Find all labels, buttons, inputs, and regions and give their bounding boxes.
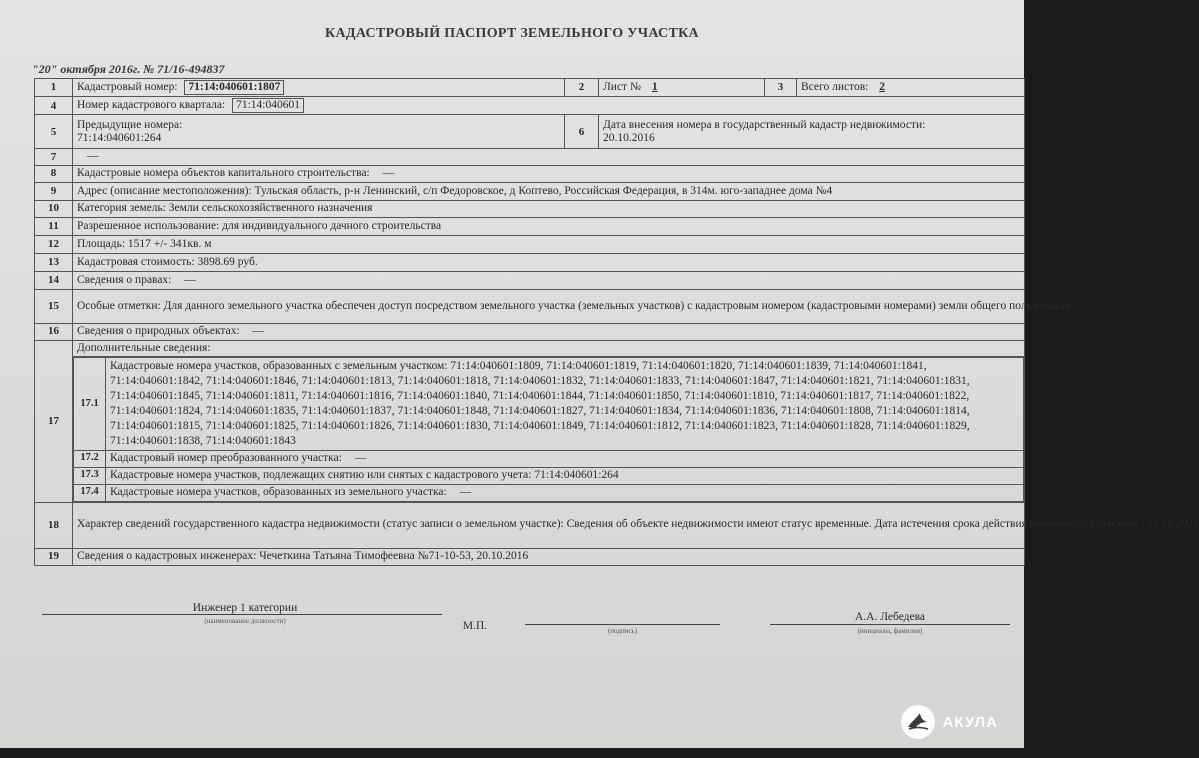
capital-objects-cell: [73, 165, 1025, 182]
cadastral-number-label: Кадастровый номер:: [77, 81, 178, 93]
subrow-17-1: [74, 357, 1024, 450]
total-sheets-value: 2: [879, 81, 885, 93]
row-number: 2: [565, 79, 599, 97]
quarter-number-value: 71:14:040601: [232, 98, 304, 113]
subrow-17-3: [74, 467, 1024, 484]
signature-caption: (подпись): [607, 627, 638, 635]
total-sheets-cell: [797, 79, 1025, 97]
cadastral-number-cell: [73, 79, 565, 97]
rights-label: Сведения о правах:: [77, 273, 172, 286]
row-14: [35, 271, 1025, 289]
transformed-parcel-cell: [106, 450, 1024, 467]
special-notes-text: Особые отметки: Для данного земельного участка обеспечен доступ посредством земельного участка (земельных участков) с кадастровым номером (кадастровыми номерами) земли общего пользования.: [73, 289, 1025, 323]
row-number: 9: [35, 182, 73, 200]
registration-date-value: 20.10.2016: [603, 131, 655, 144]
additional-info-header: Дополнительные сведения:: [73, 341, 1024, 357]
row-number: 10: [35, 200, 73, 217]
shark-logo-icon: [901, 705, 935, 739]
row-number: 6: [565, 115, 599, 149]
row-number: 7: [35, 149, 73, 165]
row-5: [35, 115, 1025, 149]
signature-block: [0, 602, 1024, 648]
subrow-number: 17.4: [74, 484, 106, 501]
subrow-number: 17.2: [74, 450, 106, 467]
position-caption: (наименование должности): [204, 617, 286, 625]
subrow-17-2: [74, 450, 1024, 467]
passport-table: [34, 78, 1199, 566]
rights-cell: [73, 271, 1025, 289]
land-category-text: Категория земель: Земли сельскохозяйственного назначения: [73, 200, 1025, 217]
sheet-label: Лист №: [603, 81, 641, 93]
row-number: 3: [765, 79, 797, 97]
row-number: 19: [35, 548, 73, 565]
row-number: 11: [35, 217, 73, 235]
additional-info-subtable: [73, 357, 1024, 502]
permitted-use-text: Разрешенное использование: для индивидуального дачного строительства: [73, 217, 1025, 235]
derived-parcels-value: —: [459, 485, 472, 498]
row-number: 5: [35, 115, 73, 149]
row-17: [35, 340, 1025, 502]
capital-objects-label: Кадастровые номера объектов капитального строительства:: [77, 167, 370, 180]
row-18: [35, 502, 1025, 548]
row-number: 15: [35, 289, 73, 323]
name-line: [770, 624, 1010, 625]
row-16: [35, 323, 1025, 340]
derived-parcels-label: Кадастровые номера участков, образованных из земельного участка:: [110, 485, 447, 498]
cadastral-engineers-text: Сведения о кадастровых инженерах: Чечеткина Татьяна Тимофеевна №71-10-53, 20.10.2016: [73, 548, 1025, 565]
address-text: Адрес (описание местоположения): Тульская область, р-н Ленинский, с/п Федоровское, д Коптево, Российская Федерация, в 314м. юго-западнее дома №4: [73, 182, 1025, 200]
row-number: 17: [35, 340, 73, 502]
derived-parcels-cell: [106, 484, 1024, 501]
row-number: 14: [35, 271, 73, 289]
signature-line: [525, 624, 720, 625]
subrow-number: 17.1: [74, 357, 106, 450]
record-status-text: Характер сведений государственного кадастра недвижимости (статус записи о земельном участке): Сведения об объекте недвижимости имеют статус временные. Дата истечения срока действия временного характера - 21.10.2021: [73, 502, 1025, 548]
stamp-place: М.П.: [462, 620, 488, 632]
additional-info-cell: [73, 340, 1025, 502]
quarter-number-cell: [73, 97, 1025, 115]
row-12: [35, 235, 1025, 253]
previous-numbers-value: 71:14:040601:264: [77, 131, 162, 144]
sheet-value: 1: [651, 81, 658, 93]
registration-date-cell: [599, 115, 1025, 149]
row-4: [35, 97, 1025, 115]
transformed-parcel-label: Кадастровый номер преобразованного участка:: [110, 451, 342, 464]
formed-parcels-text: Кадастровые номера участков, образованных с земельным участком: 71:14:040601:1809, 71:14:040601:1819, 71:14:040601:1820, 71:14:040601:1839, 71:14:040601:1841, 71:14:040601:1842, 71:14:040601:1846, 71:14:040601:1813, 71:14:040601:1818, 71:14:040601:1832, 71:14:040601:1833, 71:14:040601:1847, 71:14:040601:1821, 71:14:040601:1831, 71:14:040601:1845, 71:14:040601:1811, 71:14:040601:1816, 71:14:040601:1840, 71:14:040601:1844, 71:14:040601:1850, 71:14:040601:1810, 71:14:040601:1817, 71:14:040601:1822, 71:14:040601:1824, 71:14:040601:1835, 71:14:040601:1837, 71:14:040601:1848, 71:14:040601:1827, 71:14:040601:1834, 71:14:040601:1836, 71:14:040601:1808, 71:14:040601:1814, 71:14:040601:1815, 71:14:040601:1825, 71:14:040601:1826, 71:14:040601:1830, 71:14:040601:1849, 71:14:040601:1812, 71:14:040601:1823, 71:14:040601:1828, 71:14:040601:1829, 71:14:040601:1838, 71:14:040601:1843: [106, 357, 1024, 450]
row-10: [35, 200, 1025, 217]
row-9: [35, 182, 1025, 200]
previous-numbers-cell: [73, 115, 565, 149]
row-number: 18: [35, 502, 73, 548]
row-1: [35, 79, 1025, 97]
natural-objects-label: Сведения о природных объектах:: [77, 325, 240, 338]
natural-objects-value: —: [252, 325, 265, 338]
row-11: [35, 217, 1025, 235]
document-title: КАДАСТРОВЫЙ ПАСПОРТ ЗЕМЕЛЬНОГО УЧАСТКА: [325, 26, 699, 41]
position-text: Инженер 1 категории: [192, 602, 298, 614]
row-number: 8: [35, 165, 73, 182]
row-7-cell: [73, 149, 1025, 165]
watermark-text: АКУЛА: [942, 713, 998, 731]
area-text: Площадь: 1517 +/- 341кв. м: [73, 235, 1025, 253]
quarter-number-label: Номер кадастрового квартала:: [77, 99, 226, 112]
signer-name: А.А. Лебедева: [854, 611, 926, 623]
row-number: 1: [35, 79, 73, 97]
row-number: 16: [35, 323, 73, 340]
registration-date-label: Дата внесения номера в государственный кадастр недвижимости:: [603, 118, 926, 131]
row-15: [35, 289, 1025, 323]
row-number: 4: [35, 97, 73, 115]
subrow-17-4: [74, 484, 1024, 501]
row-8: [35, 165, 1025, 182]
watermark-logo: [901, 705, 998, 739]
document-date-number: "20" октября 2016г. № 71/16-494837: [32, 62, 225, 76]
row-number: 12: [35, 235, 73, 253]
row-7: [35, 149, 1025, 165]
rights-value: —: [184, 273, 196, 286]
previous-numbers-label: Предыдущие номера:: [77, 118, 183, 131]
total-sheets-label: Всего листов:: [801, 81, 869, 93]
cadastral-number-value: 71:14:040601:1807: [184, 80, 284, 95]
subrow-number: 17.3: [74, 467, 106, 484]
row-19: [35, 548, 1025, 565]
cadastral-value-text: Кадастровая стоимость: 3898.69 руб.: [73, 253, 1025, 271]
position-line: [42, 614, 442, 615]
capital-objects-value: —: [382, 167, 395, 180]
removed-parcels-text: Кадастровые номера участков, подлежащих снятию или снятых с кадастрового учета: 71:14:040601:264: [106, 467, 1024, 484]
row-number: 13: [35, 253, 73, 271]
name-caption: (инициалы, фамилия): [857, 627, 923, 635]
sheet-cell: [599, 79, 765, 97]
natural-objects-cell: [73, 323, 1025, 340]
transformed-parcel-value: —: [354, 451, 367, 464]
empty-dash: —: [87, 150, 99, 163]
row-13: [35, 253, 1025, 271]
